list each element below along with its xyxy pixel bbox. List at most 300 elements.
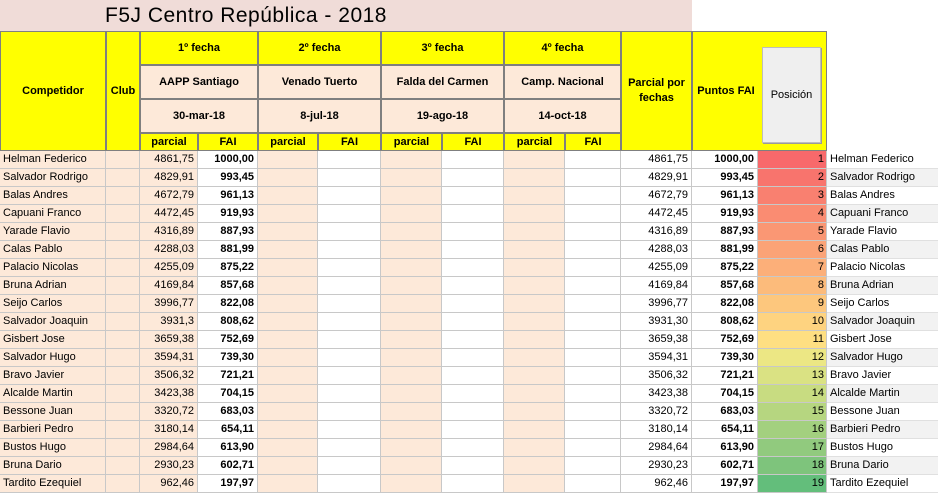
fecha-4-fai[interactable] bbox=[565, 277, 621, 295]
puntos-fai[interactable]: 739,30 bbox=[692, 349, 758, 367]
fecha-4-fai[interactable] bbox=[565, 421, 621, 439]
header-puntos-fai: Puntos FAI bbox=[697, 85, 755, 97]
fecha-2-fai[interactable] bbox=[318, 151, 381, 169]
fecha-1-parcial[interactable]: 4861,75 bbox=[140, 151, 198, 169]
posicion[interactable]: 4 bbox=[758, 205, 827, 223]
club-cell[interactable] bbox=[106, 295, 140, 313]
competitor-name[interactable]: Alcalde Martin bbox=[0, 385, 106, 403]
header-fecha-3-fai: FAI bbox=[442, 133, 504, 151]
fecha-1-fai[interactable]: 602,71 bbox=[198, 457, 258, 475]
fecha-3-parcial[interactable] bbox=[381, 367, 442, 385]
fecha-3-fai[interactable] bbox=[442, 475, 504, 493]
puntos-fai[interactable]: 721,21 bbox=[692, 367, 758, 385]
fecha-2-parcial[interactable] bbox=[258, 223, 318, 241]
competitor-name-repeat[interactable]: Bruna Adrian bbox=[827, 277, 938, 295]
posicion[interactable]: 14 bbox=[758, 385, 827, 403]
table-row bbox=[0, 403, 938, 421]
table-row bbox=[0, 223, 938, 241]
fecha-2-parcial[interactable] bbox=[258, 295, 318, 313]
fecha-1-parcial[interactable]: 4672,79 bbox=[140, 187, 198, 205]
fecha-3-parcial[interactable] bbox=[381, 331, 442, 349]
table-row bbox=[0, 385, 938, 403]
club-cell[interactable] bbox=[106, 331, 140, 349]
fecha-2-fai[interactable] bbox=[318, 385, 381, 403]
parcial-por-fechas[interactable]: 4861,75 bbox=[621, 151, 692, 169]
puntos-fai[interactable]: 887,93 bbox=[692, 223, 758, 241]
table-row bbox=[0, 421, 938, 439]
competitor-name-repeat[interactable]: Bravo Javier bbox=[827, 367, 938, 385]
table-row bbox=[0, 169, 938, 187]
fecha-2-fai[interactable] bbox=[318, 475, 381, 493]
fecha-4-parcial[interactable] bbox=[504, 223, 565, 241]
competitor-name-repeat[interactable]: Salvador Joaquin bbox=[827, 313, 938, 331]
competitor-name[interactable]: Gisbert Jose bbox=[0, 331, 106, 349]
fecha-4-parcial[interactable] bbox=[504, 169, 565, 187]
fecha-4-parcial[interactable] bbox=[504, 349, 565, 367]
posicion[interactable]: 12 bbox=[758, 349, 827, 367]
table-row bbox=[0, 295, 938, 313]
competitor-name-repeat[interactable]: Bessone Juan bbox=[827, 403, 938, 421]
competitor-name[interactable]: Salvador Rodrigo bbox=[0, 169, 106, 187]
fecha-4-parcial[interactable] bbox=[504, 457, 565, 475]
posicion[interactable]: 6 bbox=[758, 241, 827, 259]
fecha-4-parcial[interactable] bbox=[504, 205, 565, 223]
fecha-3-parcial[interactable] bbox=[381, 223, 442, 241]
fecha-2-fai[interactable] bbox=[318, 205, 381, 223]
fecha-4-fai[interactable] bbox=[565, 331, 621, 349]
competitor-name-repeat[interactable]: Capuani Franco bbox=[827, 205, 938, 223]
parcial-por-fechas[interactable]: 4288,03 bbox=[621, 241, 692, 259]
fecha-4-fai[interactable] bbox=[565, 205, 621, 223]
fecha-2-parcial[interactable] bbox=[258, 313, 318, 331]
header-fecha-4: 4º fecha bbox=[504, 31, 621, 65]
fecha-1-parcial[interactable]: 4255,09 bbox=[140, 259, 198, 277]
fecha-1-parcial[interactable]: 3180,14 bbox=[140, 421, 198, 439]
fecha-4-parcial[interactable] bbox=[504, 421, 565, 439]
fecha-2-parcial[interactable] bbox=[258, 151, 318, 169]
fecha-1-parcial[interactable]: 4829,91 bbox=[140, 169, 198, 187]
fecha-4-parcial[interactable] bbox=[504, 313, 565, 331]
fecha-1-parcial[interactable]: 4288,03 bbox=[140, 241, 198, 259]
club-cell[interactable] bbox=[106, 169, 140, 187]
club-cell[interactable] bbox=[106, 259, 140, 277]
fecha-3-parcial[interactable] bbox=[381, 457, 442, 475]
header-fecha-4-fai: FAI bbox=[565, 133, 621, 151]
fecha-2-parcial[interactable] bbox=[258, 367, 318, 385]
posicion[interactable]: 5 bbox=[758, 223, 827, 241]
fecha-2-fai[interactable] bbox=[318, 313, 381, 331]
fecha-1-parcial[interactable]: 4472,45 bbox=[140, 205, 198, 223]
table-row bbox=[0, 277, 938, 295]
fecha-2-fai[interactable] bbox=[318, 241, 381, 259]
fecha-3-parcial[interactable] bbox=[381, 169, 442, 187]
posicion[interactable]: 1 bbox=[758, 151, 827, 169]
fecha-2-fai[interactable] bbox=[318, 277, 381, 295]
fecha-3-fai[interactable] bbox=[442, 367, 504, 385]
fecha-3-parcial[interactable] bbox=[381, 259, 442, 277]
fecha-4-parcial[interactable] bbox=[504, 403, 565, 421]
posicion[interactable]: 7 bbox=[758, 259, 827, 277]
competitor-name[interactable]: Tardito Ezequiel bbox=[0, 475, 106, 493]
competitor-name[interactable]: Salvador Joaquin bbox=[0, 313, 106, 331]
posicion-button[interactable]: Posición bbox=[762, 47, 821, 143]
fecha-2-parcial[interactable] bbox=[258, 349, 318, 367]
fecha-4-fai[interactable] bbox=[565, 457, 621, 475]
posicion[interactable]: 3 bbox=[758, 187, 827, 205]
fecha-4-parcial[interactable] bbox=[504, 475, 565, 493]
puntos-fai[interactable]: 875,22 bbox=[692, 259, 758, 277]
fecha-1-fai[interactable]: 881,99 bbox=[198, 241, 258, 259]
header-fecha-2-fai: FAI bbox=[318, 133, 381, 151]
fecha-1-parcial[interactable]: 4169,84 bbox=[140, 277, 198, 295]
puntos-fai[interactable]: 654,11 bbox=[692, 421, 758, 439]
competitor-name[interactable]: Balas Andres bbox=[0, 187, 106, 205]
fecha-1-fai[interactable]: 683,03 bbox=[198, 403, 258, 421]
header-fecha-2: 2º fecha bbox=[258, 31, 381, 65]
parcial-por-fechas[interactable]: 3506,32 bbox=[621, 367, 692, 385]
fecha-2-parcial[interactable] bbox=[258, 439, 318, 457]
posicion[interactable]: 13 bbox=[758, 367, 827, 385]
fecha-3-fai[interactable] bbox=[442, 457, 504, 475]
club-cell[interactable] bbox=[106, 205, 140, 223]
table-row bbox=[0, 205, 938, 223]
fecha-2-fai[interactable] bbox=[318, 223, 381, 241]
competitor-name[interactable]: Bessone Juan bbox=[0, 403, 106, 421]
fecha-1-parcial[interactable]: 962,46 bbox=[140, 475, 198, 493]
fecha-2-fai[interactable] bbox=[318, 457, 381, 475]
competitor-name-repeat[interactable]: Barbieri Pedro bbox=[827, 421, 938, 439]
fecha-4-parcial[interactable] bbox=[504, 367, 565, 385]
fecha-1-parcial[interactable]: 3423,38 bbox=[140, 385, 198, 403]
fecha-2-fai[interactable] bbox=[318, 169, 381, 187]
table-row bbox=[0, 457, 938, 475]
header-club: Club bbox=[106, 31, 140, 151]
header-fecha-2-place: Venado Tuerto bbox=[258, 65, 381, 99]
header-fecha-1: 1º fecha bbox=[140, 31, 258, 65]
competitor-name-repeat[interactable]: Balas Andres bbox=[827, 187, 938, 205]
competitor-name[interactable]: Barbieri Pedro bbox=[0, 421, 106, 439]
competitor-name[interactable]: Bravo Javier bbox=[0, 367, 106, 385]
competitor-name-repeat[interactable]: Alcalde Martin bbox=[827, 385, 938, 403]
posicion[interactable]: 15 bbox=[758, 403, 827, 421]
fecha-1-fai[interactable]: 1000,00 bbox=[198, 151, 258, 169]
fecha-1-fai[interactable]: 857,68 bbox=[198, 277, 258, 295]
fecha-4-fai[interactable] bbox=[565, 151, 621, 169]
parcial-por-fechas[interactable]: 3423,38 bbox=[621, 385, 692, 403]
club-cell[interactable] bbox=[106, 277, 140, 295]
fecha-4-parcial[interactable] bbox=[504, 151, 565, 169]
fecha-4-fai[interactable] bbox=[565, 385, 621, 403]
fecha-1-parcial[interactable]: 3594,31 bbox=[140, 349, 198, 367]
competitor-name-repeat[interactable]: Gisbert Jose bbox=[827, 331, 938, 349]
fecha-2-fai[interactable] bbox=[318, 295, 381, 313]
fecha-3-fai[interactable] bbox=[442, 277, 504, 295]
table-row bbox=[0, 241, 938, 259]
fecha-3-fai[interactable] bbox=[442, 259, 504, 277]
fecha-1-fai[interactable]: 822,08 bbox=[198, 295, 258, 313]
parcial-por-fechas[interactable]: 2984,64 bbox=[621, 439, 692, 457]
fecha-3-parcial[interactable] bbox=[381, 349, 442, 367]
club-cell[interactable] bbox=[106, 457, 140, 475]
fecha-2-parcial[interactable] bbox=[258, 331, 318, 349]
club-cell[interactable] bbox=[106, 313, 140, 331]
parcial-por-fechas[interactable]: 3996,77 bbox=[621, 295, 692, 313]
fecha-1-fai[interactable]: 613,90 bbox=[198, 439, 258, 457]
club-cell[interactable] bbox=[106, 223, 140, 241]
parcial-por-fechas[interactable]: 4169,84 bbox=[621, 277, 692, 295]
fecha-2-parcial[interactable] bbox=[258, 277, 318, 295]
fecha-3-parcial[interactable] bbox=[381, 277, 442, 295]
fecha-1-fai[interactable]: 993,45 bbox=[198, 169, 258, 187]
competitor-name-repeat[interactable]: Helman Federico bbox=[827, 151, 938, 169]
competitor-name[interactable]: Palacio Nicolas bbox=[0, 259, 106, 277]
posicion[interactable]: 19 bbox=[758, 475, 827, 493]
fecha-1-fai[interactable]: 704,15 bbox=[198, 385, 258, 403]
competitor-name-repeat[interactable]: Bruna Dario bbox=[827, 457, 938, 475]
club-cell[interactable] bbox=[106, 385, 140, 403]
fecha-2-parcial[interactable] bbox=[258, 187, 318, 205]
fecha-3-parcial[interactable] bbox=[381, 295, 442, 313]
fecha-2-parcial[interactable] bbox=[258, 259, 318, 277]
header-fecha-2-date: 8-jul-18 bbox=[258, 99, 381, 133]
puntos-fai[interactable]: 752,69 bbox=[692, 331, 758, 349]
fecha-1-parcial[interactable]: 3506,32 bbox=[140, 367, 198, 385]
club-cell[interactable] bbox=[106, 475, 140, 493]
puntos-fai[interactable]: 613,90 bbox=[692, 439, 758, 457]
fecha-4-fai[interactable] bbox=[565, 349, 621, 367]
fecha-4-fai[interactable] bbox=[565, 223, 621, 241]
fecha-1-fai[interactable]: 919,93 bbox=[198, 205, 258, 223]
fecha-3-fai[interactable] bbox=[442, 169, 504, 187]
parcial-por-fechas[interactable]: 4255,09 bbox=[621, 259, 692, 277]
parcial-por-fechas[interactable]: 3320,72 bbox=[621, 403, 692, 421]
puntos-fai[interactable]: 857,68 bbox=[692, 277, 758, 295]
parcial-por-fechas[interactable]: 3931,30 bbox=[621, 313, 692, 331]
fecha-3-fai[interactable] bbox=[442, 313, 504, 331]
posicion[interactable]: 18 bbox=[758, 457, 827, 475]
header-competidor: Competidor bbox=[0, 31, 106, 151]
fecha-1-fai[interactable]: 875,22 bbox=[198, 259, 258, 277]
header-fecha-1-fai: FAI bbox=[198, 133, 258, 151]
fecha-2-parcial[interactable] bbox=[258, 421, 318, 439]
fecha-2-parcial[interactable] bbox=[258, 475, 318, 493]
fecha-1-parcial[interactable]: 3659,38 bbox=[140, 331, 198, 349]
fecha-2-fai[interactable] bbox=[318, 439, 381, 457]
posicion[interactable]: 8 bbox=[758, 277, 827, 295]
fecha-3-parcial[interactable] bbox=[381, 313, 442, 331]
header-fecha-3-place: Falda del Carmen bbox=[381, 65, 504, 99]
fecha-4-fai[interactable] bbox=[565, 475, 621, 493]
competitor-name-repeat[interactable]: Salvador Hugo bbox=[827, 349, 938, 367]
fecha-1-parcial[interactable]: 3931,3 bbox=[140, 313, 198, 331]
fecha-2-parcial[interactable] bbox=[258, 205, 318, 223]
fecha-2-fai[interactable] bbox=[318, 349, 381, 367]
header-fecha-2-parcial: parcial bbox=[258, 133, 318, 151]
posicion[interactable]: 9 bbox=[758, 295, 827, 313]
parcial-por-fechas[interactable]: 2930,23 bbox=[621, 457, 692, 475]
competitor-name-repeat[interactable]: Tardito Ezequiel bbox=[827, 475, 938, 493]
puntos-fai[interactable]: 683,03 bbox=[692, 403, 758, 421]
fecha-3-fai[interactable] bbox=[442, 187, 504, 205]
fecha-4-parcial[interactable] bbox=[504, 259, 565, 277]
fecha-4-fai[interactable] bbox=[565, 313, 621, 331]
competitor-name[interactable]: Bruna Adrian bbox=[0, 277, 106, 295]
club-cell[interactable] bbox=[106, 367, 140, 385]
fecha-3-fai[interactable] bbox=[442, 205, 504, 223]
posicion[interactable]: 17 bbox=[758, 439, 827, 457]
competitor-name[interactable]: Salvador Hugo bbox=[0, 349, 106, 367]
fecha-2-fai[interactable] bbox=[318, 367, 381, 385]
competitor-name-repeat[interactable]: Seijo Carlos bbox=[827, 295, 938, 313]
fecha-4-fai[interactable] bbox=[565, 169, 621, 187]
fecha-1-fai[interactable]: 752,69 bbox=[198, 331, 258, 349]
competitor-name-repeat[interactable]: Calas Pablo bbox=[827, 241, 938, 259]
puntos-fai[interactable]: 704,15 bbox=[692, 385, 758, 403]
fecha-3-fai[interactable] bbox=[442, 403, 504, 421]
fecha-1-fai[interactable]: 961,13 bbox=[198, 187, 258, 205]
parcial-por-fechas[interactable]: 4829,91 bbox=[621, 169, 692, 187]
fecha-4-parcial[interactable] bbox=[504, 385, 565, 403]
posicion[interactable]: 2 bbox=[758, 169, 827, 187]
puntos-fai[interactable]: 602,71 bbox=[692, 457, 758, 475]
fecha-4-fai[interactable] bbox=[565, 439, 621, 457]
header-fecha-3-parcial: parcial bbox=[381, 133, 442, 151]
fecha-3-parcial[interactable] bbox=[381, 421, 442, 439]
puntos-fai[interactable]: 993,45 bbox=[692, 169, 758, 187]
puntos-fai[interactable]: 961,13 bbox=[692, 187, 758, 205]
fecha-2-parcial[interactable] bbox=[258, 241, 318, 259]
parcial-por-fechas[interactable]: 3659,38 bbox=[621, 331, 692, 349]
fecha-1-fai[interactable]: 739,30 bbox=[198, 349, 258, 367]
parcial-por-fechas[interactable]: 4472,45 bbox=[621, 205, 692, 223]
fecha-3-parcial[interactable] bbox=[381, 151, 442, 169]
fecha-1-fai[interactable]: 721,21 bbox=[198, 367, 258, 385]
fecha-4-fai[interactable] bbox=[565, 295, 621, 313]
parcial-por-fechas[interactable]: 3180,14 bbox=[621, 421, 692, 439]
fecha-3-parcial[interactable] bbox=[381, 439, 442, 457]
parcial-por-fechas[interactable]: 4672,79 bbox=[621, 187, 692, 205]
club-cell[interactable] bbox=[106, 439, 140, 457]
club-cell[interactable] bbox=[106, 241, 140, 259]
fecha-1-parcial[interactable]: 3320,72 bbox=[140, 403, 198, 421]
fecha-4-fai[interactable] bbox=[565, 241, 621, 259]
competitor-name[interactable]: Bustos Hugo bbox=[0, 439, 106, 457]
fecha-1-fai[interactable]: 887,93 bbox=[198, 223, 258, 241]
fecha-2-parcial[interactable] bbox=[258, 457, 318, 475]
puntos-fai[interactable]: 822,08 bbox=[692, 295, 758, 313]
fecha-1-fai[interactable]: 197,97 bbox=[198, 475, 258, 493]
competitor-name[interactable]: Seijo Carlos bbox=[0, 295, 106, 313]
fecha-2-fai[interactable] bbox=[318, 421, 381, 439]
fecha-3-parcial[interactable] bbox=[381, 403, 442, 421]
competitor-name[interactable]: Calas Pablo bbox=[0, 241, 106, 259]
table-row bbox=[0, 313, 938, 331]
table-row bbox=[0, 259, 938, 277]
table-row bbox=[0, 349, 938, 367]
fecha-4-parcial[interactable] bbox=[504, 277, 565, 295]
fecha-3-parcial[interactable] bbox=[381, 385, 442, 403]
competitor-name-repeat[interactable]: Palacio Nicolas bbox=[827, 259, 938, 277]
competitor-name[interactable]: Bruna Dario bbox=[0, 457, 106, 475]
puntos-fai[interactable]: 919,93 bbox=[692, 205, 758, 223]
parcial-por-fechas[interactable]: 962,46 bbox=[621, 475, 692, 493]
fecha-4-fai[interactable] bbox=[565, 187, 621, 205]
club-cell[interactable] bbox=[106, 187, 140, 205]
competitor-name[interactable]: Capuani Franco bbox=[0, 205, 106, 223]
fecha-4-parcial[interactable] bbox=[504, 187, 565, 205]
fecha-1-fai[interactable]: 808,62 bbox=[198, 313, 258, 331]
puntos-fai[interactable]: 197,97 bbox=[692, 475, 758, 493]
parcial-por-fechas[interactable]: 3594,31 bbox=[621, 349, 692, 367]
fecha-4-parcial[interactable] bbox=[504, 241, 565, 259]
posicion[interactable]: 16 bbox=[758, 421, 827, 439]
fecha-3-fai[interactable] bbox=[442, 151, 504, 169]
table-row bbox=[0, 439, 938, 457]
fecha-1-fai[interactable]: 654,11 bbox=[198, 421, 258, 439]
posicion[interactable]: 11 bbox=[758, 331, 827, 349]
fecha-4-parcial[interactable] bbox=[504, 439, 565, 457]
parcial-por-fechas[interactable]: 4316,89 bbox=[621, 223, 692, 241]
fecha-1-parcial[interactable]: 4316,89 bbox=[140, 223, 198, 241]
fecha-3-parcial[interactable] bbox=[381, 187, 442, 205]
fecha-2-fai[interactable] bbox=[318, 259, 381, 277]
fecha-2-fai[interactable] bbox=[318, 331, 381, 349]
fecha-3-fai[interactable] bbox=[442, 385, 504, 403]
header-fecha-1-date: 30-mar-18 bbox=[140, 99, 258, 133]
sheet-title bbox=[0, 0, 692, 31]
club-cell[interactable] bbox=[106, 151, 140, 169]
fecha-3-fai[interactable] bbox=[442, 241, 504, 259]
fecha-1-parcial[interactable]: 2930,23 bbox=[140, 457, 198, 475]
competitor-name-repeat[interactable]: Bustos Hugo bbox=[827, 439, 938, 457]
fecha-3-fai[interactable] bbox=[442, 439, 504, 457]
fecha-2-parcial[interactable] bbox=[258, 385, 318, 403]
fecha-1-parcial[interactable]: 2984,64 bbox=[140, 439, 198, 457]
fecha-3-fai[interactable] bbox=[442, 223, 504, 241]
puntos-fai[interactable]: 1000,00 bbox=[692, 151, 758, 169]
fecha-3-parcial[interactable] bbox=[381, 241, 442, 259]
fecha-3-fai[interactable] bbox=[442, 331, 504, 349]
fecha-2-parcial[interactable] bbox=[258, 169, 318, 187]
competitor-name-repeat[interactable]: Yarade Flavio bbox=[827, 223, 938, 241]
fecha-3-fai[interactable] bbox=[442, 295, 504, 313]
posicion[interactable]: 10 bbox=[758, 313, 827, 331]
competitor-name[interactable]: Yarade Flavio bbox=[0, 223, 106, 241]
header-fecha-1-parcial: parcial bbox=[140, 133, 198, 151]
fecha-2-fai[interactable] bbox=[318, 187, 381, 205]
fecha-3-parcial[interactable] bbox=[381, 475, 442, 493]
fecha-3-fai[interactable] bbox=[442, 349, 504, 367]
fecha-4-parcial[interactable] bbox=[504, 331, 565, 349]
club-cell[interactable] bbox=[106, 421, 140, 439]
fecha-2-parcial[interactable] bbox=[258, 403, 318, 421]
fecha-4-fai[interactable] bbox=[565, 259, 621, 277]
club-cell[interactable] bbox=[106, 403, 140, 421]
fecha-3-parcial[interactable] bbox=[381, 205, 442, 223]
fecha-1-parcial[interactable]: 3996,77 bbox=[140, 295, 198, 313]
puntos-fai[interactable]: 808,62 bbox=[692, 313, 758, 331]
competitor-name-repeat[interactable]: Salvador Rodrigo bbox=[827, 169, 938, 187]
header-fecha-3-date: 19-ago-18 bbox=[381, 99, 504, 133]
fecha-4-fai[interactable] bbox=[565, 367, 621, 385]
puntos-fai[interactable]: 881,99 bbox=[692, 241, 758, 259]
fecha-3-fai[interactable] bbox=[442, 421, 504, 439]
fecha-2-fai[interactable] bbox=[318, 403, 381, 421]
fecha-4-fai[interactable] bbox=[565, 403, 621, 421]
club-cell[interactable] bbox=[106, 349, 140, 367]
fecha-4-parcial[interactable] bbox=[504, 295, 565, 313]
competitor-name[interactable]: Helman Federico bbox=[0, 151, 106, 169]
